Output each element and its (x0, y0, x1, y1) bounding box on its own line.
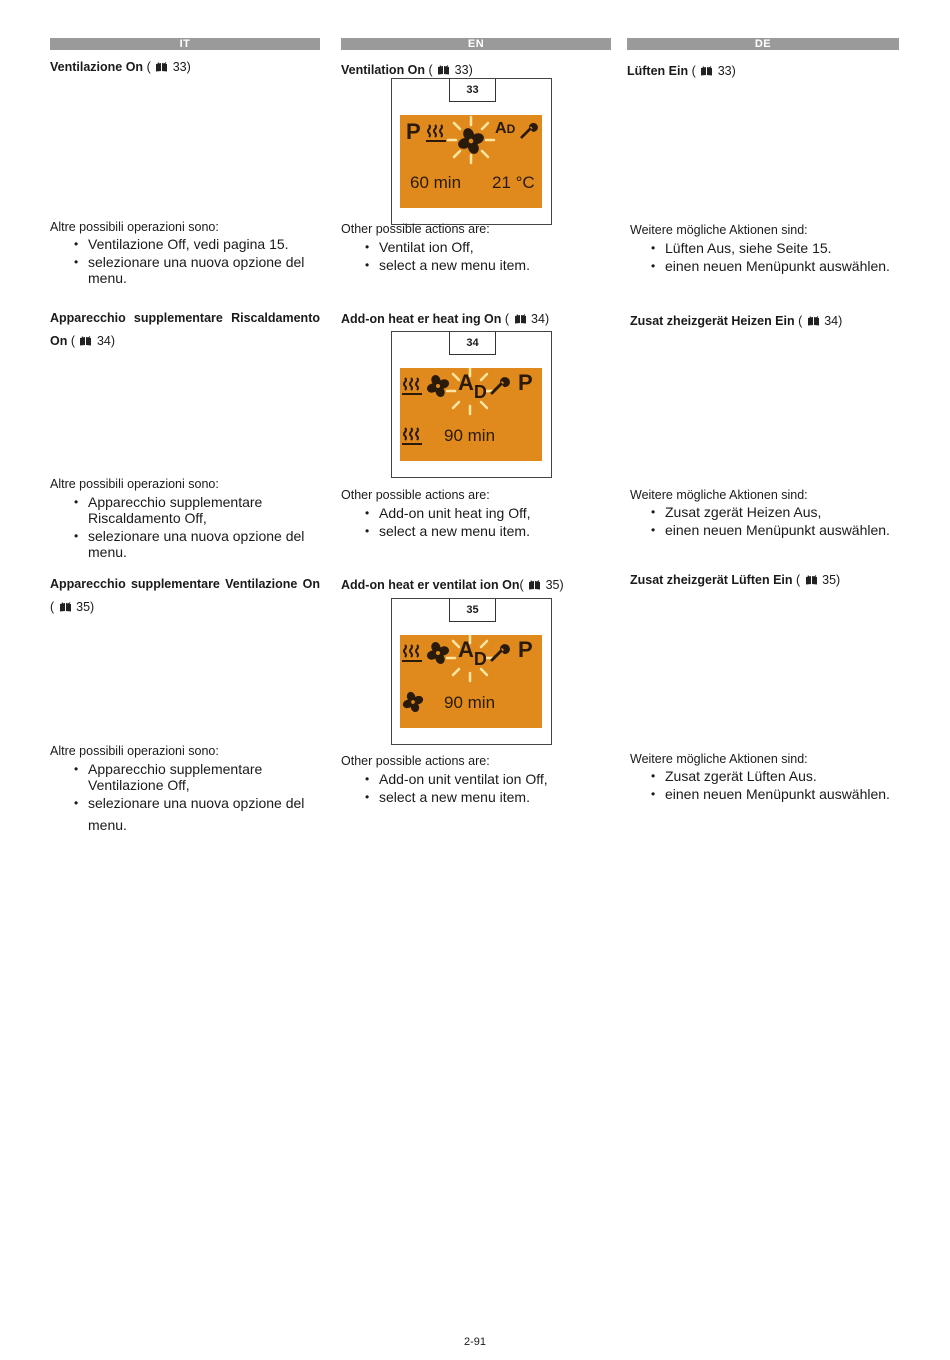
en-ventilation-on-heading: Ventilation On ( 33) (341, 63, 473, 77)
display-screen (400, 368, 542, 461)
page-number: 2-91 (463, 1336, 487, 1348)
heater-icon (402, 643, 422, 663)
list-item: • Apparecchio supplementare Riscaldamento Off, (50, 494, 320, 526)
list-item: • Zusat zgerät Lüften Aus. (627, 768, 899, 784)
list-item: • Apparecchio supplementare Ventilazione Off, (50, 761, 320, 793)
automatic-symbol: AD (495, 120, 516, 137)
panel-number: 33 (449, 79, 496, 102)
display-panel-35 (391, 598, 552, 745)
program-symbol: P (518, 637, 533, 662)
de-s1-bullets (627, 240, 899, 276)
it-addon-heating-heading: Apparecchio supplementare Riscaldamento On ( 34) (50, 311, 320, 348)
de-addon-ventilation-heading: Zusat zheizgerät Lüften Ein ( 35) (630, 573, 841, 587)
time-value: 90 min (444, 426, 496, 445)
en-addon-ventilation-heading: Add-on heat er ventilat ion On( 35) (341, 578, 564, 592)
time-value: 60 min (410, 173, 462, 192)
en-s2-lead: Other possible actions are: (341, 488, 490, 502)
heater-icon (402, 376, 422, 396)
book-reference-icon (700, 66, 713, 76)
de-s2-bullets (627, 504, 899, 540)
list-item: • selezionare una nuova opzione del menu. (50, 254, 320, 286)
program-symbol: P (406, 119, 421, 144)
list-item: • einen neuen Menüpunkt auswählen. (627, 258, 899, 274)
wrench-icon (490, 642, 510, 662)
it-s1-lead: Altre possibili operazioni sono: (50, 220, 219, 234)
book-reference-icon (59, 602, 72, 612)
book-reference-icon (514, 314, 527, 324)
it-s2-bullets (50, 494, 320, 562)
lang-header-it: IT (50, 38, 320, 50)
en-s1-lead: Other possible actions are: (341, 222, 490, 236)
en-s3-lead: Other possible actions are: (341, 754, 490, 768)
display-screen (400, 115, 542, 208)
list-item: • Add-on unit ventilat ion Off, (341, 771, 611, 787)
list-item: • einen neuen Menüpunkt auswählen. (627, 786, 899, 802)
list-item: • Lüften Aus, siehe Seite 15. (627, 240, 899, 256)
it-addon-ventilation-heading: Apparecchio supplementare Ventilazione On ( 35) (50, 577, 320, 614)
list-item: • select a new menu item. (341, 789, 611, 805)
lang-header-en: EN (341, 38, 611, 50)
list-item: • selezionare una nuova opzione del menu. (50, 528, 320, 560)
it-s3-bullets (50, 761, 320, 813)
fan-icon (402, 691, 424, 713)
de-addon-heating-heading: Zusat zheizgerät Heizen Ein ( 34) (630, 314, 843, 328)
it-s3-bullet-tail: menu. (88, 817, 127, 833)
list-item: • select a new menu item. (341, 257, 611, 273)
panel-number: 35 (449, 599, 496, 622)
book-reference-icon (79, 336, 92, 346)
automatic-symbol: $A_D$ (458, 637, 487, 669)
list-item: • Zusat zgerät Heizen Aus, (627, 504, 899, 520)
en-s3-bullets (341, 771, 611, 807)
it-ventilation-on-heading: Ventilazione On ( 33) (50, 60, 191, 74)
de-s1-lead: Weitere mögliche Aktionen sind: (630, 223, 808, 237)
de-s3-bullets (627, 768, 899, 804)
panel-number: 34 (449, 332, 496, 355)
it-s1-bullets (50, 236, 320, 288)
de-s2-lead: Weitere mögliche Aktionen sind: (630, 488, 808, 502)
it-s2-lead: Altre possibili operazioni sono: (50, 477, 219, 491)
time-value: 90 min (444, 693, 496, 712)
heater-icon (426, 123, 446, 143)
display-screen (400, 635, 542, 728)
column-de (627, 38, 899, 802)
it-s3-lead: Altre possibili operazioni sono: (50, 744, 219, 758)
wrench-icon (490, 375, 510, 395)
display-panel-34 (391, 331, 552, 478)
book-reference-icon (805, 575, 818, 585)
en-s2-bullets (341, 505, 611, 541)
lang-header-de: DE (627, 38, 899, 50)
list-item: • selezionare una nuova opzione del (50, 795, 320, 811)
list-item: • Ventilat ion Off, (341, 239, 611, 255)
heater-icon (402, 426, 422, 446)
book-reference-icon (807, 316, 820, 326)
book-reference-icon (155, 62, 168, 72)
book-reference-icon (437, 65, 450, 75)
fan-icon (457, 127, 485, 155)
column-it (50, 38, 320, 833)
list-item: • Add-on unit heat ing Off, (341, 505, 611, 521)
program-symbol: P (518, 370, 533, 395)
de-s3-lead: Weitere mögliche Aktionen sind: (630, 752, 808, 766)
book-reference-icon (528, 580, 541, 590)
column-en (341, 38, 611, 805)
automatic-symbol: $A_D$ (458, 370, 487, 402)
en-addon-heating-heading: Add-on heat er heat ing On ( 34) (341, 312, 550, 326)
display-panel-33 (391, 78, 552, 225)
de-ventilation-on-heading: Lüften Ein ( 33) (627, 64, 736, 78)
list-item: • select a new menu item. (341, 523, 611, 539)
temperature-value: 21 °C (492, 173, 535, 192)
en-s1-bullets (341, 239, 611, 275)
wrench-icon (520, 121, 538, 139)
list-item: • einen neuen Menüpunkt auswählen. (627, 522, 899, 538)
list-item: • Ventilazione Off, vedi pagina 15. (50, 236, 320, 252)
